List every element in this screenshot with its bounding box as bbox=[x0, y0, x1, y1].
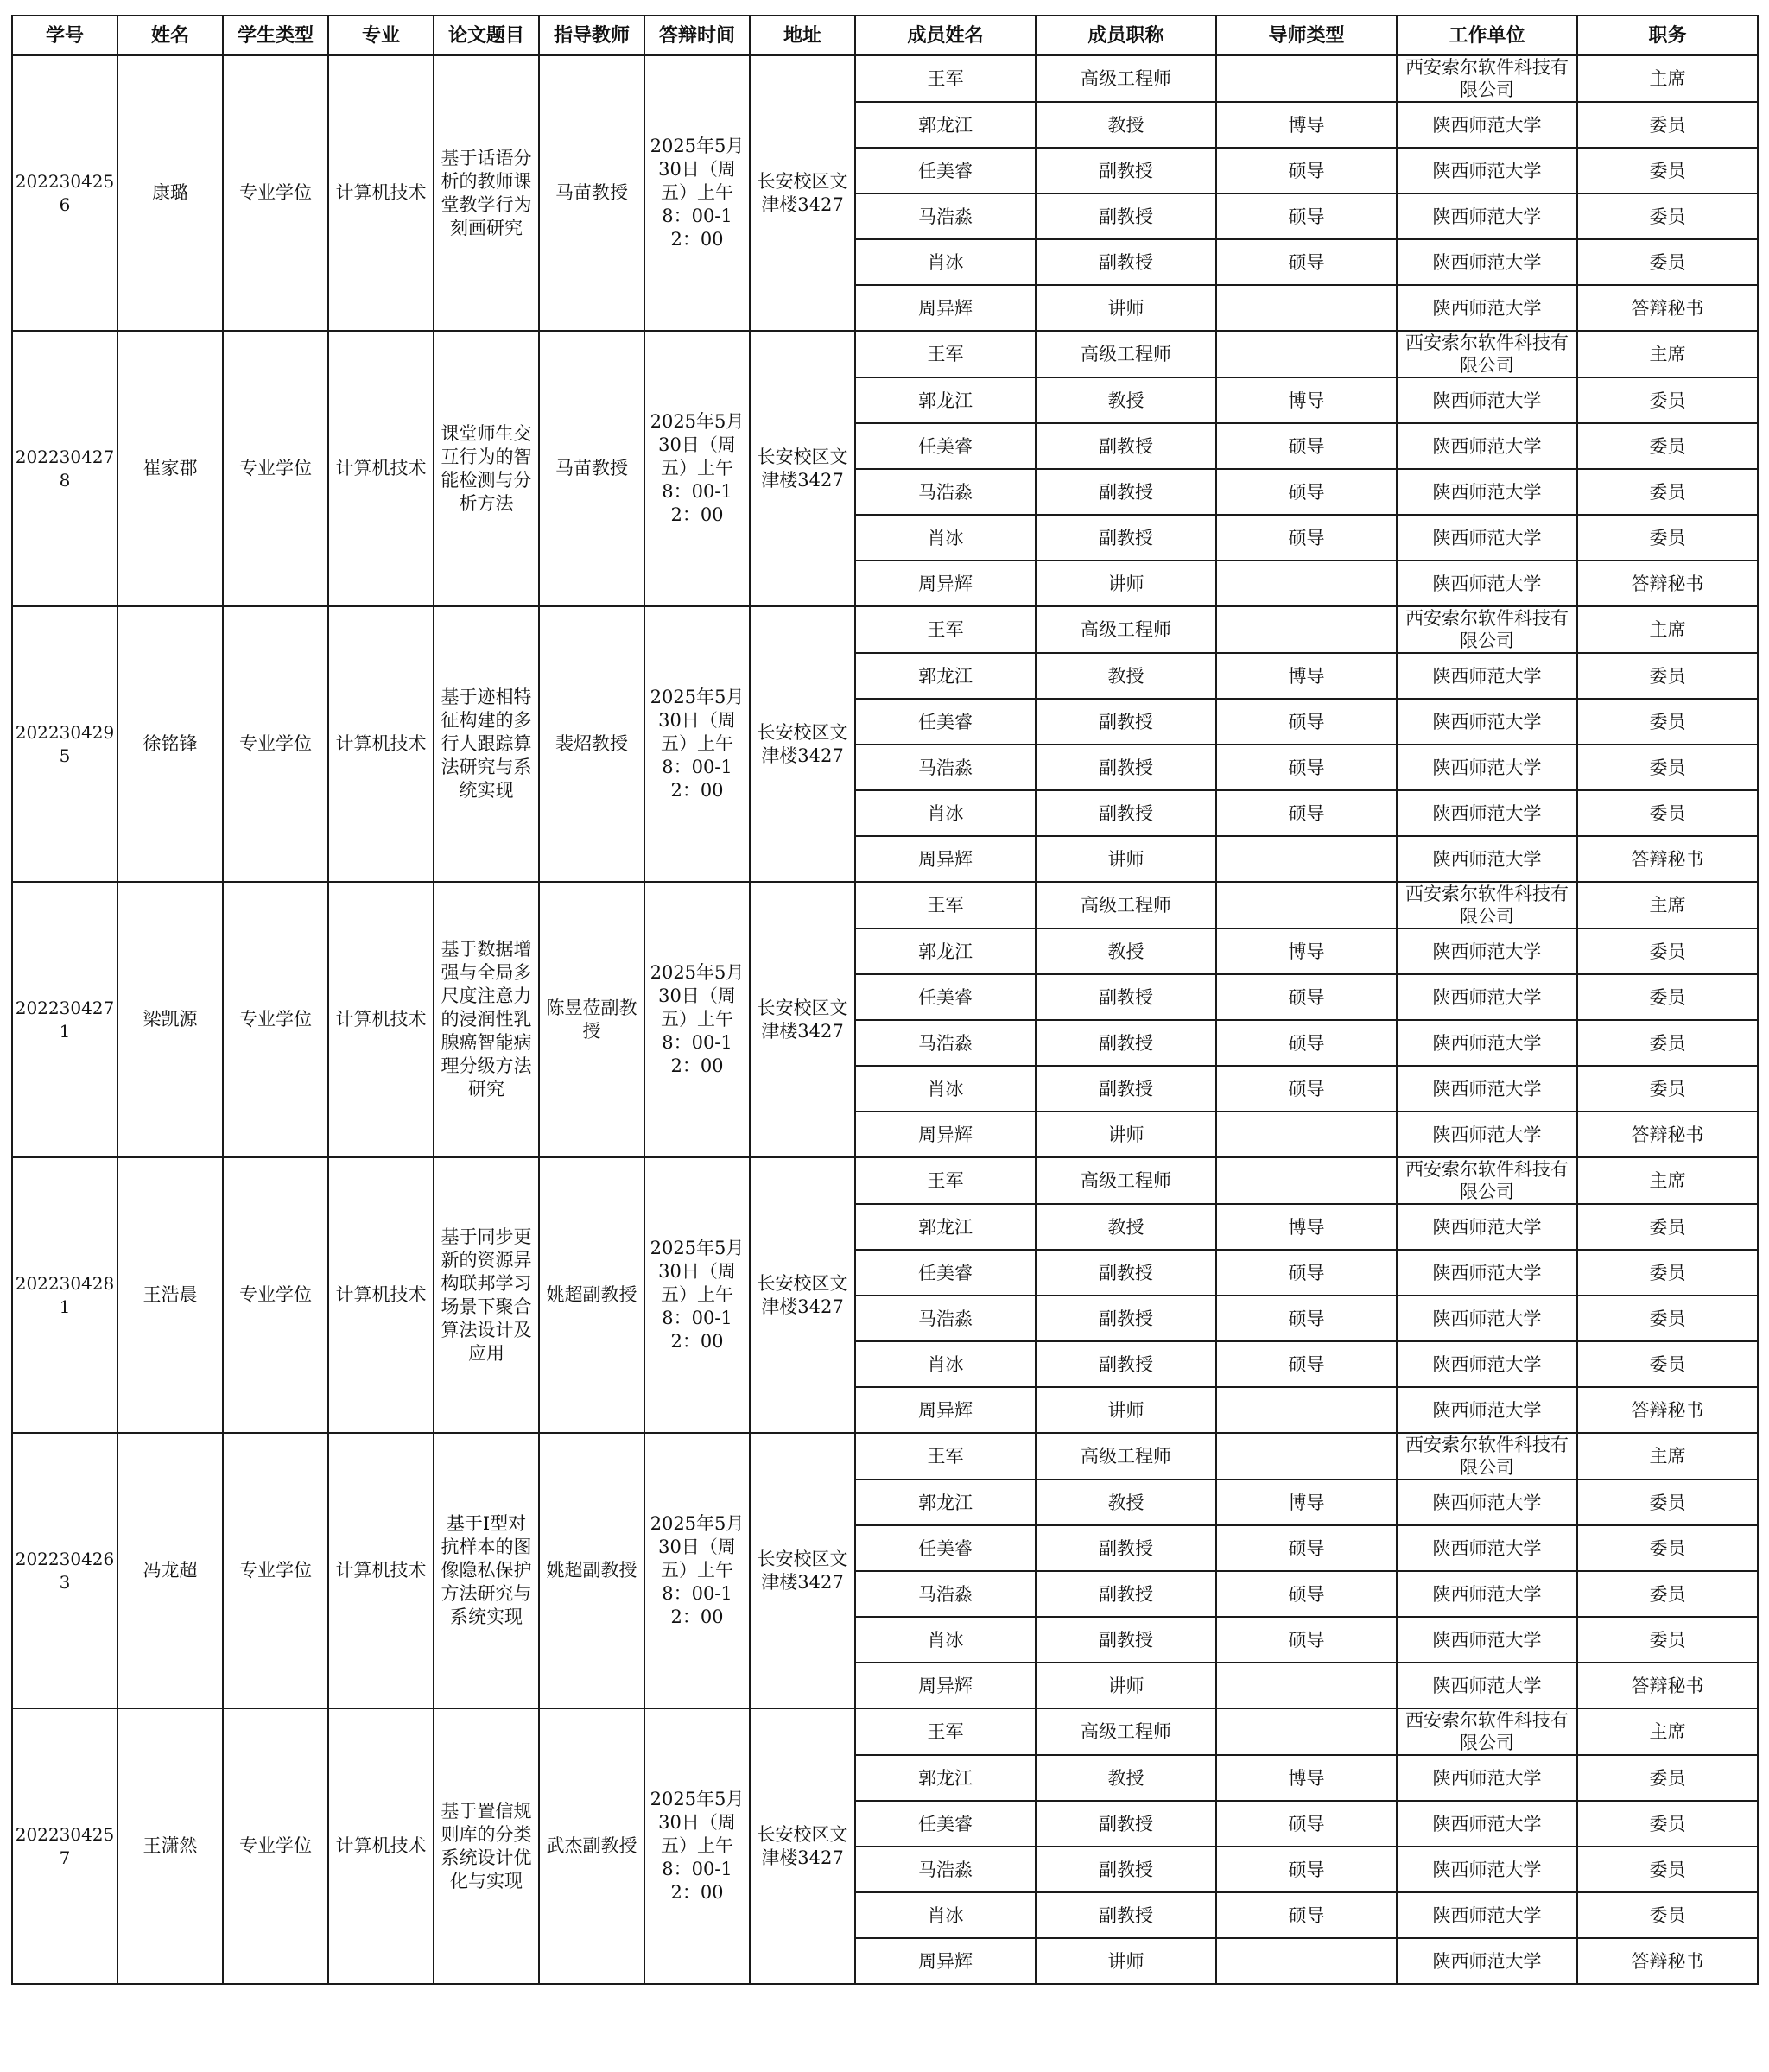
cell-mentor-type: 硕导 bbox=[1216, 1617, 1397, 1663]
cell-member-name: 任美睿 bbox=[855, 1801, 1036, 1847]
cell-thesis-title: 基于数据增强与全局多尺度注意力的浸润性乳腺癌智能病理分级方法研究 bbox=[434, 882, 539, 1157]
table-header bbox=[12, 16, 1758, 55]
cell-mentor-type: 博导 bbox=[1216, 1755, 1397, 1801]
cell-student-name: 梁凯源 bbox=[117, 882, 223, 1157]
cell-member-role: 委员 bbox=[1577, 469, 1758, 515]
cell-member-title: 教授 bbox=[1036, 377, 1216, 423]
cell-work-unit: 陕西师范大学 bbox=[1397, 1663, 1577, 1708]
header-member-title: 成员职称 bbox=[1036, 16, 1216, 55]
cell-member-role: 答辩秘书 bbox=[1577, 1938, 1758, 1984]
cell-work-unit: 陕西师范大学 bbox=[1397, 1020, 1577, 1066]
cell-work-unit: 陕西师范大学 bbox=[1397, 1480, 1577, 1525]
table-row bbox=[12, 882, 1758, 928]
cell-member-title: 高级工程师 bbox=[1036, 606, 1216, 653]
cell-member-role: 委员 bbox=[1577, 1020, 1758, 1066]
cell-student-type: 专业学位 bbox=[223, 1433, 328, 1708]
cell-member-title: 教授 bbox=[1036, 928, 1216, 974]
cell-work-unit: 陕西师范大学 bbox=[1397, 561, 1577, 606]
cell-advisor: 马苗教授 bbox=[539, 55, 644, 331]
header-advisor: 指导教师 bbox=[539, 16, 644, 55]
cell-work-unit: 陕西师范大学 bbox=[1397, 1296, 1577, 1341]
cell-defense-time: 2025年5月30日（周五）上午8：00-12：00 bbox=[644, 1433, 750, 1708]
cell-student-type: 专业学位 bbox=[223, 606, 328, 882]
cell-member-name: 肖冰 bbox=[855, 1066, 1036, 1112]
cell-mentor-type: 硕导 bbox=[1216, 1892, 1397, 1938]
cell-member-name: 王军 bbox=[855, 882, 1036, 928]
cell-member-name: 肖冰 bbox=[855, 239, 1036, 285]
cell-mentor-type bbox=[1216, 561, 1397, 606]
cell-member-title: 副教授 bbox=[1036, 974, 1216, 1020]
cell-mentor-type bbox=[1216, 882, 1397, 928]
cell-work-unit: 西安索尔软件科技有限公司 bbox=[1397, 882, 1577, 928]
cell-address: 长安校区文津楼3427 bbox=[750, 1157, 855, 1433]
table-row bbox=[12, 55, 1758, 102]
cell-thesis-title: 基于I型对抗样本的图像隐私保护方法研究与系统实现 bbox=[434, 1433, 539, 1708]
cell-member-role: 委员 bbox=[1577, 1617, 1758, 1663]
cell-mentor-type: 硕导 bbox=[1216, 469, 1397, 515]
cell-member-role: 主席 bbox=[1577, 1708, 1758, 1755]
cell-member-role: 委员 bbox=[1577, 1892, 1758, 1938]
cell-work-unit: 陕西师范大学 bbox=[1397, 1250, 1577, 1296]
cell-work-unit: 陕西师范大学 bbox=[1397, 653, 1577, 699]
cell-member-role: 委员 bbox=[1577, 1296, 1758, 1341]
cell-advisor: 姚超副教授 bbox=[539, 1433, 644, 1708]
cell-member-title: 高级工程师 bbox=[1036, 331, 1216, 377]
cell-student-name: 王浩晨 bbox=[117, 1157, 223, 1433]
cell-work-unit: 陕西师范大学 bbox=[1397, 790, 1577, 836]
cell-mentor-type bbox=[1216, 1938, 1397, 1984]
cell-defense-time: 2025年5月30日（周五）上午8：00-12：00 bbox=[644, 882, 750, 1157]
cell-member-role: 委员 bbox=[1577, 653, 1758, 699]
cell-student-id: 2022304256 bbox=[12, 55, 117, 331]
cell-member-name: 周异辉 bbox=[855, 1112, 1036, 1157]
cell-mentor-type: 硕导 bbox=[1216, 699, 1397, 745]
cell-mentor-type: 硕导 bbox=[1216, 148, 1397, 193]
cell-member-name: 马浩淼 bbox=[855, 1847, 1036, 1892]
cell-mentor-type: 博导 bbox=[1216, 653, 1397, 699]
cell-member-name: 周异辉 bbox=[855, 1663, 1036, 1708]
cell-member-title: 副教授 bbox=[1036, 1296, 1216, 1341]
cell-member-role: 委员 bbox=[1577, 239, 1758, 285]
cell-mentor-type bbox=[1216, 331, 1397, 377]
cell-work-unit: 陕西师范大学 bbox=[1397, 1204, 1577, 1250]
cell-mentor-type bbox=[1216, 606, 1397, 653]
cell-member-title: 教授 bbox=[1036, 653, 1216, 699]
cell-work-unit: 陕西师范大学 bbox=[1397, 1755, 1577, 1801]
cell-member-role: 答辩秘书 bbox=[1577, 561, 1758, 606]
cell-member-title: 副教授 bbox=[1036, 1341, 1216, 1387]
cell-member-role: 委员 bbox=[1577, 928, 1758, 974]
defense-schedule-table bbox=[11, 15, 1759, 1985]
cell-student-name: 康璐 bbox=[117, 55, 223, 331]
cell-work-unit: 陕西师范大学 bbox=[1397, 1112, 1577, 1157]
header-row bbox=[12, 16, 1758, 55]
cell-member-role: 答辩秘书 bbox=[1577, 1663, 1758, 1708]
cell-major: 计算机技术 bbox=[328, 55, 434, 331]
cell-member-title: 副教授 bbox=[1036, 1020, 1216, 1066]
cell-work-unit: 陕西师范大学 bbox=[1397, 974, 1577, 1020]
cell-member-title: 高级工程师 bbox=[1036, 1708, 1216, 1755]
cell-mentor-type: 硕导 bbox=[1216, 423, 1397, 469]
cell-work-unit: 陕西师范大学 bbox=[1397, 1892, 1577, 1938]
cell-thesis-title: 基于同步更新的资源异构联邦学习场景下聚合算法设计及应用 bbox=[434, 1157, 539, 1433]
cell-mentor-type: 硕导 bbox=[1216, 193, 1397, 239]
table-row bbox=[12, 331, 1758, 377]
cell-member-role: 委员 bbox=[1577, 102, 1758, 148]
cell-student-name: 王潇然 bbox=[117, 1708, 223, 1984]
cell-member-name: 王军 bbox=[855, 1433, 1036, 1480]
cell-member-title: 副教授 bbox=[1036, 699, 1216, 745]
cell-student-id: 2022304295 bbox=[12, 606, 117, 882]
cell-student-type: 专业学位 bbox=[223, 1708, 328, 1984]
cell-member-name: 任美睿 bbox=[855, 1250, 1036, 1296]
table-row bbox=[12, 606, 1758, 653]
cell-member-title: 教授 bbox=[1036, 1204, 1216, 1250]
table-row bbox=[12, 1433, 1758, 1480]
cell-work-unit: 陕西师范大学 bbox=[1397, 1341, 1577, 1387]
cell-mentor-type: 博导 bbox=[1216, 1480, 1397, 1525]
table-row bbox=[12, 1708, 1758, 1755]
cell-work-unit: 陕西师范大学 bbox=[1397, 285, 1577, 331]
header-thesis: 论文题目 bbox=[434, 16, 539, 55]
cell-member-title: 副教授 bbox=[1036, 515, 1216, 561]
cell-member-title: 副教授 bbox=[1036, 1525, 1216, 1571]
cell-member-name: 肖冰 bbox=[855, 1341, 1036, 1387]
cell-member-name: 任美睿 bbox=[855, 974, 1036, 1020]
cell-member-role: 委员 bbox=[1577, 1801, 1758, 1847]
cell-member-title: 讲师 bbox=[1036, 285, 1216, 331]
cell-student-type: 专业学位 bbox=[223, 331, 328, 606]
cell-member-name: 周异辉 bbox=[855, 1387, 1036, 1433]
cell-member-role: 委员 bbox=[1577, 1755, 1758, 1801]
cell-member-title: 讲师 bbox=[1036, 561, 1216, 606]
cell-mentor-type bbox=[1216, 1708, 1397, 1755]
cell-thesis-title: 课堂师生交互行为的智能检测与分析方法 bbox=[434, 331, 539, 606]
cell-mentor-type bbox=[1216, 836, 1397, 882]
cell-member-name: 马浩淼 bbox=[855, 745, 1036, 790]
cell-member-role: 委员 bbox=[1577, 515, 1758, 561]
cell-member-role: 答辩秘书 bbox=[1577, 285, 1758, 331]
cell-advisor: 武杰副教授 bbox=[539, 1708, 644, 1984]
cell-work-unit: 陕西师范大学 bbox=[1397, 836, 1577, 882]
cell-defense-time: 2025年5月30日（周五）上午8：00-12：00 bbox=[644, 1708, 750, 1984]
cell-member-name: 马浩淼 bbox=[855, 1571, 1036, 1617]
cell-student-id: 2022304257 bbox=[12, 1708, 117, 1984]
cell-address: 长安校区文津楼3427 bbox=[750, 55, 855, 331]
cell-work-unit: 陕西师范大学 bbox=[1397, 102, 1577, 148]
cell-member-name: 周异辉 bbox=[855, 836, 1036, 882]
cell-mentor-type bbox=[1216, 55, 1397, 102]
cell-work-unit: 陕西师范大学 bbox=[1397, 193, 1577, 239]
cell-mentor-type: 硕导 bbox=[1216, 1525, 1397, 1571]
cell-student-type: 专业学位 bbox=[223, 1157, 328, 1433]
cell-work-unit: 陕西师范大学 bbox=[1397, 1525, 1577, 1571]
cell-member-name: 马浩淼 bbox=[855, 469, 1036, 515]
cell-work-unit: 西安索尔软件科技有限公司 bbox=[1397, 1708, 1577, 1755]
cell-address: 长安校区文津楼3427 bbox=[750, 331, 855, 606]
cell-advisor: 裴炤教授 bbox=[539, 606, 644, 882]
cell-member-title: 副教授 bbox=[1036, 239, 1216, 285]
header-role: 职务 bbox=[1577, 16, 1758, 55]
header-student-id: 学号 bbox=[12, 16, 117, 55]
header-mentor-type: 导师类型 bbox=[1216, 16, 1397, 55]
cell-work-unit: 陕西师范大学 bbox=[1397, 1801, 1577, 1847]
cell-work-unit: 陕西师范大学 bbox=[1397, 1571, 1577, 1617]
cell-member-title: 副教授 bbox=[1036, 469, 1216, 515]
cell-mentor-type: 硕导 bbox=[1216, 745, 1397, 790]
cell-advisor: 马苗教授 bbox=[539, 331, 644, 606]
cell-member-title: 副教授 bbox=[1036, 1571, 1216, 1617]
cell-member-role: 主席 bbox=[1577, 55, 1758, 102]
cell-student-name: 徐铭锋 bbox=[117, 606, 223, 882]
cell-mentor-type: 硕导 bbox=[1216, 1020, 1397, 1066]
cell-student-id: 2022304281 bbox=[12, 1157, 117, 1433]
header-unit: 工作单位 bbox=[1397, 16, 1577, 55]
cell-member-role: 答辩秘书 bbox=[1577, 836, 1758, 882]
cell-member-role: 答辩秘书 bbox=[1577, 1387, 1758, 1433]
cell-member-name: 周异辉 bbox=[855, 561, 1036, 606]
cell-work-unit: 西安索尔软件科技有限公司 bbox=[1397, 606, 1577, 653]
cell-member-title: 高级工程师 bbox=[1036, 1433, 1216, 1480]
cell-member-title: 副教授 bbox=[1036, 790, 1216, 836]
cell-address: 长安校区文津楼3427 bbox=[750, 1433, 855, 1708]
cell-defense-time: 2025年5月30日（周五）上午8：00-12：00 bbox=[644, 55, 750, 331]
cell-member-name: 肖冰 bbox=[855, 790, 1036, 836]
cell-mentor-type: 博导 bbox=[1216, 377, 1397, 423]
cell-member-role: 主席 bbox=[1577, 331, 1758, 377]
cell-member-name: 周异辉 bbox=[855, 1938, 1036, 1984]
cell-work-unit: 陕西师范大学 bbox=[1397, 1847, 1577, 1892]
cell-member-name: 王军 bbox=[855, 55, 1036, 102]
cell-member-title: 副教授 bbox=[1036, 1066, 1216, 1112]
cell-mentor-type: 硕导 bbox=[1216, 1296, 1397, 1341]
cell-defense-time: 2025年5月30日（周五）上午8：00-12：00 bbox=[644, 331, 750, 606]
cell-member-title: 副教授 bbox=[1036, 745, 1216, 790]
cell-advisor: 姚超副教授 bbox=[539, 1157, 644, 1433]
cell-member-role: 委员 bbox=[1577, 974, 1758, 1020]
cell-member-role: 委员 bbox=[1577, 1250, 1758, 1296]
cell-defense-time: 2025年5月30日（周五）上午8：00-12：00 bbox=[644, 606, 750, 882]
cell-member-title: 讲师 bbox=[1036, 1112, 1216, 1157]
cell-member-title: 副教授 bbox=[1036, 423, 1216, 469]
cell-mentor-type: 硕导 bbox=[1216, 1801, 1397, 1847]
cell-major: 计算机技术 bbox=[328, 606, 434, 882]
cell-mentor-type: 硕导 bbox=[1216, 1250, 1397, 1296]
cell-member-role: 主席 bbox=[1577, 1157, 1758, 1204]
cell-work-unit: 陕西师范大学 bbox=[1397, 1066, 1577, 1112]
cell-member-name: 王军 bbox=[855, 1157, 1036, 1204]
cell-member-name: 肖冰 bbox=[855, 1892, 1036, 1938]
cell-member-role: 委员 bbox=[1577, 1066, 1758, 1112]
cell-mentor-type bbox=[1216, 285, 1397, 331]
cell-work-unit: 陕西师范大学 bbox=[1397, 1938, 1577, 1984]
cell-mentor-type bbox=[1216, 1112, 1397, 1157]
cell-mentor-type: 博导 bbox=[1216, 928, 1397, 974]
cell-member-title: 副教授 bbox=[1036, 1847, 1216, 1892]
cell-member-role: 委员 bbox=[1577, 790, 1758, 836]
cell-member-title: 高级工程师 bbox=[1036, 882, 1216, 928]
cell-member-title: 教授 bbox=[1036, 1755, 1216, 1801]
cell-work-unit: 陕西师范大学 bbox=[1397, 699, 1577, 745]
cell-student-name: 崔家郡 bbox=[117, 331, 223, 606]
cell-work-unit: 陕西师范大学 bbox=[1397, 1617, 1577, 1663]
header-time: 答辩时间 bbox=[644, 16, 750, 55]
cell-mentor-type: 硕导 bbox=[1216, 1847, 1397, 1892]
cell-member-role: 委员 bbox=[1577, 148, 1758, 193]
cell-major: 计算机技术 bbox=[328, 882, 434, 1157]
table-row bbox=[12, 1157, 1758, 1204]
cell-mentor-type bbox=[1216, 1433, 1397, 1480]
cell-member-role: 委员 bbox=[1577, 699, 1758, 745]
cell-student-id: 2022304278 bbox=[12, 331, 117, 606]
cell-student-type: 专业学位 bbox=[223, 882, 328, 1157]
cell-work-unit: 陕西师范大学 bbox=[1397, 148, 1577, 193]
cell-student-type: 专业学位 bbox=[223, 55, 328, 331]
cell-member-name: 马浩淼 bbox=[855, 193, 1036, 239]
cell-member-title: 讲师 bbox=[1036, 1387, 1216, 1433]
cell-defense-time: 2025年5月30日（周五）上午8：00-12：00 bbox=[644, 1157, 750, 1433]
cell-member-name: 郭龙江 bbox=[855, 377, 1036, 423]
cell-member-name: 郭龙江 bbox=[855, 102, 1036, 148]
cell-member-name: 任美睿 bbox=[855, 148, 1036, 193]
cell-member-role: 主席 bbox=[1577, 882, 1758, 928]
cell-thesis-title: 基于话语分析的教师课堂教学行为刻画研究 bbox=[434, 55, 539, 331]
cell-member-role: 委员 bbox=[1577, 423, 1758, 469]
cell-work-unit: 陕西师范大学 bbox=[1397, 377, 1577, 423]
cell-student-id: 2022304271 bbox=[12, 882, 117, 1157]
cell-member-name: 任美睿 bbox=[855, 1525, 1036, 1571]
cell-thesis-title: 基于迹相特征构建的多行人跟踪算法研究与系统实现 bbox=[434, 606, 539, 882]
cell-mentor-type: 硕导 bbox=[1216, 1571, 1397, 1617]
cell-work-unit: 陕西师范大学 bbox=[1397, 1387, 1577, 1433]
cell-member-role: 委员 bbox=[1577, 193, 1758, 239]
cell-member-name: 郭龙江 bbox=[855, 1204, 1036, 1250]
cell-member-name: 马浩淼 bbox=[855, 1296, 1036, 1341]
cell-member-name: 肖冰 bbox=[855, 1617, 1036, 1663]
cell-work-unit: 陕西师范大学 bbox=[1397, 928, 1577, 974]
cell-member-title: 讲师 bbox=[1036, 1938, 1216, 1984]
cell-major: 计算机技术 bbox=[328, 1708, 434, 1984]
cell-work-unit: 西安索尔软件科技有限公司 bbox=[1397, 331, 1577, 377]
cell-member-name: 郭龙江 bbox=[855, 1755, 1036, 1801]
cell-member-title: 副教授 bbox=[1036, 1801, 1216, 1847]
cell-mentor-type bbox=[1216, 1663, 1397, 1708]
cell-member-name: 郭龙江 bbox=[855, 1480, 1036, 1525]
cell-member-title: 高级工程师 bbox=[1036, 1157, 1216, 1204]
cell-major: 计算机技术 bbox=[328, 1157, 434, 1433]
cell-mentor-type: 博导 bbox=[1216, 1204, 1397, 1250]
cell-member-role: 委员 bbox=[1577, 1571, 1758, 1617]
cell-member-role: 委员 bbox=[1577, 1525, 1758, 1571]
cell-member-name: 郭龙江 bbox=[855, 928, 1036, 974]
cell-mentor-type: 博导 bbox=[1216, 102, 1397, 148]
cell-member-title: 教授 bbox=[1036, 1480, 1216, 1525]
cell-work-unit: 西安索尔软件科技有限公司 bbox=[1397, 1157, 1577, 1204]
cell-address: 长安校区文津楼3427 bbox=[750, 606, 855, 882]
cell-member-role: 主席 bbox=[1577, 1433, 1758, 1480]
cell-member-title: 副教授 bbox=[1036, 1892, 1216, 1938]
cell-mentor-type: 硕导 bbox=[1216, 1341, 1397, 1387]
cell-member-name: 马浩淼 bbox=[855, 1020, 1036, 1066]
cell-mentor-type: 硕导 bbox=[1216, 239, 1397, 285]
cell-member-title: 副教授 bbox=[1036, 1617, 1216, 1663]
cell-member-role: 主席 bbox=[1577, 606, 1758, 653]
cell-student-id: 2022304263 bbox=[12, 1433, 117, 1708]
cell-work-unit: 陕西师范大学 bbox=[1397, 423, 1577, 469]
cell-member-name: 郭龙江 bbox=[855, 653, 1036, 699]
cell-work-unit: 西安索尔软件科技有限公司 bbox=[1397, 55, 1577, 102]
cell-member-role: 委员 bbox=[1577, 377, 1758, 423]
header-member-name: 成员姓名 bbox=[855, 16, 1036, 55]
header-name: 姓名 bbox=[117, 16, 223, 55]
cell-member-name: 肖冰 bbox=[855, 515, 1036, 561]
cell-address: 长安校区文津楼3427 bbox=[750, 1708, 855, 1984]
cell-member-role: 委员 bbox=[1577, 1847, 1758, 1892]
cell-member-name: 周异辉 bbox=[855, 285, 1036, 331]
cell-member-title: 副教授 bbox=[1036, 1250, 1216, 1296]
cell-work-unit: 陕西师范大学 bbox=[1397, 745, 1577, 790]
cell-member-name: 王军 bbox=[855, 606, 1036, 653]
cell-mentor-type bbox=[1216, 1157, 1397, 1204]
cell-mentor-type: 硕导 bbox=[1216, 515, 1397, 561]
cell-member-name: 任美睿 bbox=[855, 423, 1036, 469]
cell-member-title: 高级工程师 bbox=[1036, 55, 1216, 102]
cell-work-unit: 陕西师范大学 bbox=[1397, 469, 1577, 515]
cell-member-title: 讲师 bbox=[1036, 836, 1216, 882]
cell-thesis-title: 基于置信规则库的分类系统设计优化与实现 bbox=[434, 1708, 539, 1984]
cell-member-role: 委员 bbox=[1577, 1480, 1758, 1525]
cell-mentor-type bbox=[1216, 1387, 1397, 1433]
cell-student-name: 冯龙超 bbox=[117, 1433, 223, 1708]
header-major: 专业 bbox=[328, 16, 434, 55]
cell-advisor: 陈昱莅副教授 bbox=[539, 882, 644, 1157]
cell-major: 计算机技术 bbox=[328, 1433, 434, 1708]
cell-member-title: 讲师 bbox=[1036, 1663, 1216, 1708]
header-address: 地址 bbox=[750, 16, 855, 55]
cell-mentor-type: 硕导 bbox=[1216, 974, 1397, 1020]
cell-mentor-type: 硕导 bbox=[1216, 1066, 1397, 1112]
cell-member-role: 委员 bbox=[1577, 745, 1758, 790]
cell-member-role: 委员 bbox=[1577, 1204, 1758, 1250]
cell-member-name: 王军 bbox=[855, 1708, 1036, 1755]
header-student-type: 学生类型 bbox=[223, 16, 328, 55]
cell-member-name: 任美睿 bbox=[855, 699, 1036, 745]
cell-member-role: 委员 bbox=[1577, 1341, 1758, 1387]
cell-address: 长安校区文津楼3427 bbox=[750, 882, 855, 1157]
cell-work-unit: 西安索尔软件科技有限公司 bbox=[1397, 1433, 1577, 1480]
cell-member-role: 答辩秘书 bbox=[1577, 1112, 1758, 1157]
cell-major: 计算机技术 bbox=[328, 331, 434, 606]
cell-member-name: 王军 bbox=[855, 331, 1036, 377]
cell-work-unit: 陕西师范大学 bbox=[1397, 239, 1577, 285]
cell-member-title: 副教授 bbox=[1036, 148, 1216, 193]
cell-member-title: 教授 bbox=[1036, 102, 1216, 148]
cell-member-title: 副教授 bbox=[1036, 193, 1216, 239]
cell-mentor-type: 硕导 bbox=[1216, 790, 1397, 836]
cell-work-unit: 陕西师范大学 bbox=[1397, 515, 1577, 561]
table-body bbox=[12, 55, 1758, 1984]
